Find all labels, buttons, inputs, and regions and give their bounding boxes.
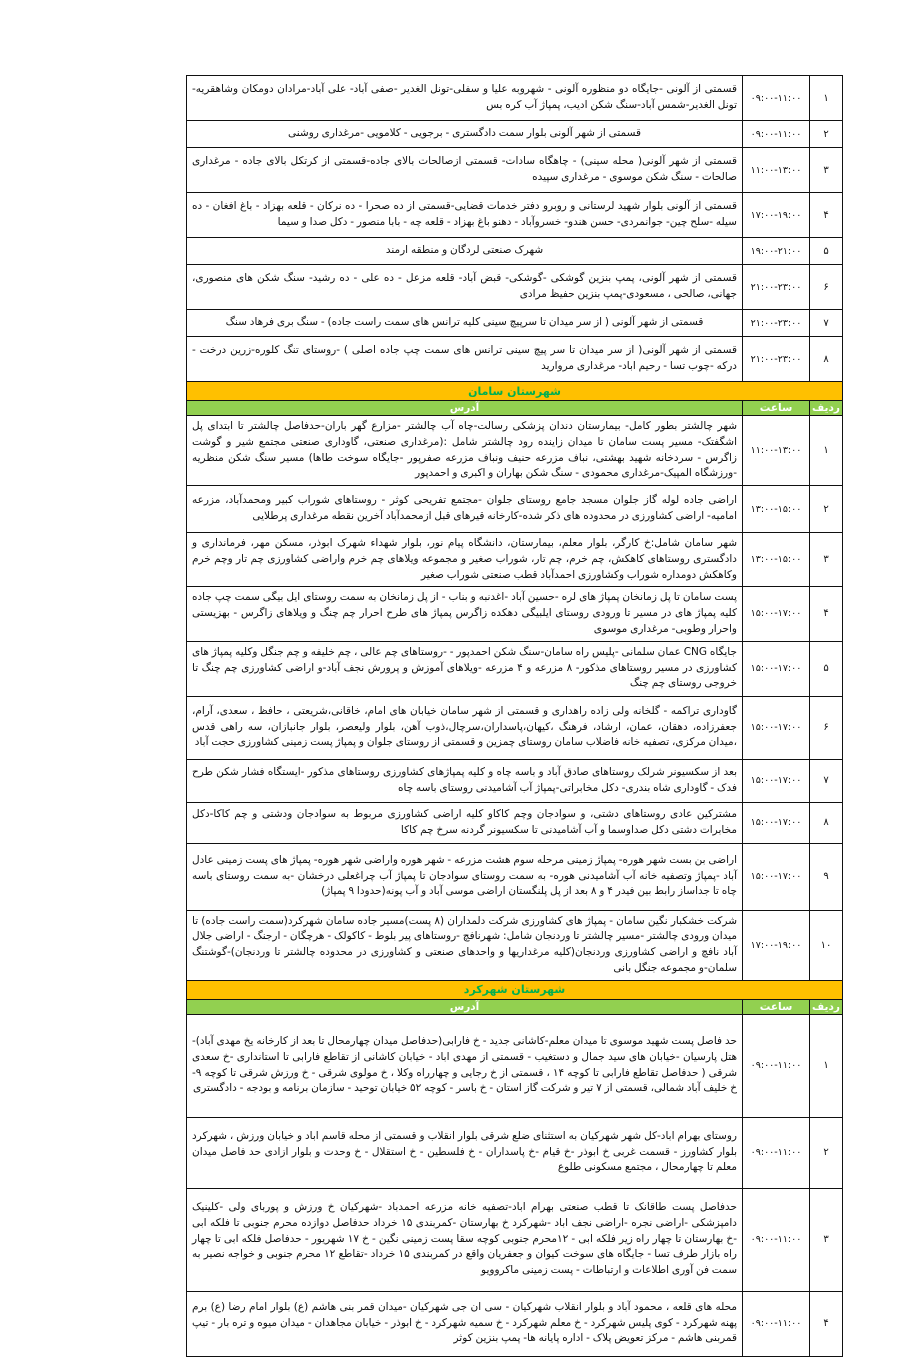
outage-time-cell: ۱۵:۰۰-۱۷:۰۰	[743, 587, 810, 641]
row-index-cell: ۸	[810, 802, 843, 843]
outage-time-cell: ۱۵:۰۰-۱۷:۰۰	[743, 759, 810, 802]
table-row	[187, 1014, 843, 1117]
section-band-row	[187, 980, 843, 999]
table-row	[187, 238, 843, 265]
table-row	[187, 759, 843, 802]
outage-address-cell: قسمتی از شهر آلونی ( از سر میدان تا سرپیچ سینی کلیه ترانس های سمت راست جاده) - سنگ بری فرهاد سنگ	[187, 310, 743, 337]
table-row	[187, 910, 843, 980]
outage-time-cell: ۱۷:۰۰-۱۹:۰۰	[743, 193, 810, 238]
table-row	[187, 802, 843, 843]
section-band-row	[187, 382, 843, 401]
outage-time-cell: ۰۹:۰۰-۱۱:۰۰	[743, 76, 810, 121]
row-index-cell: ۴	[810, 587, 843, 641]
row-index-cell: ۶	[810, 265, 843, 310]
row-index-cell: ۳	[810, 1188, 843, 1291]
row-index-cell: ۱	[810, 1014, 843, 1117]
row-index-cell: ۴	[810, 193, 843, 238]
outage-time-cell: ۱۵:۰۰-۱۷:۰۰	[743, 696, 810, 759]
row-index-cell: ۹	[810, 843, 843, 910]
outage-time-cell: ۰۹:۰۰-۱۱:۰۰	[743, 1188, 810, 1291]
col-header-address: آدرس	[187, 401, 743, 416]
table-row	[187, 337, 843, 382]
outage-address-cell: شرکت خشکبار نگین سامان - پمپاژ های کشاورزی شرکت دلمداران (۸ پست)مسیر جاده سامان شهرکرد(سمت راست جاده) تا میدان ورودی چالشتر -مسیر چالشتر تا وردنجان شامل: شهرنافچ -روستاهای پیر بلوط - کاکولک - هرچگان - ارجنگ - اراضی جلال آباد نافچ و اراضی کشاورزی وردنجان(کلیه مرغداریها و واحدهای صنعتی و کشاورزی در محدوده چالشتر تا وردنجان)-گوشتنگ سلمان-و مجموعه جنگل بانی	[187, 910, 743, 980]
table-row	[187, 76, 843, 121]
table-row	[187, 265, 843, 310]
row-index-cell: ۶	[810, 696, 843, 759]
outage-address-cell: مشترکین عادی روستاهای دشتی، و سوادجان وچم کاکاو کلیه اراضی کشاورزی مربوط به سوادجان ودشتی و چم کاکا-دکل مخابرات دشتی دکل صداوسما و آب آشامیدنی تا سکسیونر گردنه سرخ چم کاکا	[187, 802, 743, 843]
table-row	[187, 641, 843, 696]
table-row	[187, 121, 843, 148]
row-index-cell: ۴	[810, 1291, 843, 1356]
row-index-cell: ۱۰	[810, 910, 843, 980]
row-index-cell: ۵	[810, 641, 843, 696]
outage-time-cell: ۰۹:۰۰-۱۱:۰۰	[743, 121, 810, 148]
outage-table	[186, 75, 843, 1357]
outage-time-cell: ۱۱:۰۰-۱۳:۰۰	[743, 416, 810, 486]
table-row	[187, 696, 843, 759]
row-index-cell: ۲	[810, 1117, 843, 1188]
outage-time-cell: ۱۱:۰۰-۱۳:۰۰	[743, 148, 810, 193]
outage-address-cell: بعد از سکسیونر شرلک روستاهای صادق آباد و باسه چاه و کلیه پمپاژهای کشاورزی روستاهای مذکور -ایستگاه فشار شکن طرح فدک - گاوداری شاه بندری- دکل مخابراتی-پمپاژ آب آشامیدنی روستای باسه چاه	[187, 759, 743, 802]
outage-address-cell: حد فاصل پست شهید موسوی تا میدان معلم-کاشانی جدید - خ فارابی(حدفاصل میدان چهارمحال تا بعد از کارخانه یخ مهدی آباد)-هتل پارسیان -خیابان های سید جمال و دستغیب - قسمتی از مهدی اباد - خیابان کاشانی از تقاطع فارابی تا استانداری -خ سعدی شرقی ( حدفاصل تقاطع فارابی تا کوچه ۱۴ ، قسمتی از خ رجایی و چهارراه وکلا ، خ مولوی شرقی - خ ورزش شرقی تا کوچه ۹- خ خلیف آباد شمالی، قسمتی از ۷ تیر و شرکت گاز استان - خ باسر - کوچه ۵۲ خیابان توحید - سازمان برنامه و بودجه - دادگستری	[187, 1014, 743, 1117]
row-index-cell: ۵	[810, 238, 843, 265]
table-row	[187, 1188, 843, 1291]
row-index-cell: ۳	[810, 533, 843, 587]
outage-time-cell: ۱۳:۰۰-۱۵:۰۰	[743, 533, 810, 587]
outage-schedule-document	[186, 75, 843, 1357]
column-header-row	[187, 999, 843, 1014]
table-row	[187, 193, 843, 238]
table-row	[187, 843, 843, 910]
outage-address-cell: روستای بهرام اباد-کل شهر شهرکیان به استثنای ضلع شرقی بلوار انقلاب و قسمتی از محله قاسم اباد و خیابان ورزش ، شهرکرد بلوار کشاورز - قسمت غربی خ ابوذر -خ قیام -خ پاسداران - خ فلسطین - خ استقلال - خ وحدت و بلوار ازادی حد فاصل میدان معلم تا چهارمحال ، مجتمع مسکونی طلوع	[187, 1117, 743, 1188]
table-row	[187, 1117, 843, 1188]
outage-address-cell: اراضی جاده لوله گاز جلوان مسجد جامع روستای جلوان -مجتمع تفریحی کوثر - روستاهای شوراب کبیر ومحمدآباد، مزرعه امامیه- اراضی کشاورزی در محدوده های ذکر شده-کارخانه قیرهای قبل ازمحمدآباد آخرین نقطه مرغداری پرطلایی	[187, 486, 743, 533]
col-header-address: آدرس	[187, 999, 743, 1014]
outage-time-cell: ۲۱:۰۰-۲۳:۰۰	[743, 337, 810, 382]
outage-time-cell: ۱۹:۰۰-۲۱:۰۰	[743, 238, 810, 265]
outage-address-cell: شهرک صنعتی لردگان و منطقه ارمند	[187, 238, 743, 265]
outage-time-cell: ۰۹:۰۰-۱۱:۰۰	[743, 1117, 810, 1188]
outage-address-cell: شهر چالشتر بطور کامل- بیمارستان دندان پزشکی رسالت-چاه آب چالشتر -مزارع گهر باران-حدفاصل چالشتر تا ابتدای پل اشگفتک- مسیر پست سامان تا میدان زاینده رود چالشتر شامل :(مرغداری صنعتی، گاوداری صنعتی مجتمع شیر و گوشت زاگرس - سردخانه شهید بهشتی، نباف مزرعه حنیف ونباف مزرعه صفرپور -جایگاه سوخت طاها) مسیر سنگ شکن منظریه -ورزشگاه المپیک-مرغداری محمودی - سنگ شکن بهاران و اکبری و احمدپور	[187, 416, 743, 486]
outage-time-cell: ۱۷:۰۰-۱۹:۰۰	[743, 910, 810, 980]
outage-time-cell: ۲۱:۰۰-۲۳:۰۰	[743, 265, 810, 310]
row-index-cell: ۲	[810, 121, 843, 148]
section-title: شهرستان شهرکرد	[187, 980, 843, 999]
table-row	[187, 533, 843, 587]
outage-time-cell: ۲۱:۰۰-۲۳:۰۰	[743, 310, 810, 337]
table-row	[187, 148, 843, 193]
table-row	[187, 310, 843, 337]
col-header-time: ساعت	[743, 999, 810, 1014]
section-title: شهرستان سامان	[187, 382, 843, 401]
outage-time-cell: ۱۵:۰۰-۱۷:۰۰	[743, 641, 810, 696]
outage-address-cell: قسمتی از آلونی بلوار شهید لرستانی و روبرو دفتر خدمات قضایی-قسمتی از ده صحرا - ده نرکان - قلعه بهزاد - باغ افغان - ده سیله -سلح چین- جوانمردی- حسن هندو- خسروآباد - دهنو باغ بهزاد - قلعه چه - بابا منصور - دکل صدا و سیما	[187, 193, 743, 238]
outage-address-cell: پست سامان تا پل زمانخان پمپاژ های لره -حسین آباد -اغدنبه و بناب - از پل زمانخان به سمت روستای ایل بیگی سمت چپ جاده کلیه پمپاژ های در مسیر تا ورودی روستای ایلبیگی دهکده زاگرس پمپاژ های طرح احرار چم چنگ و ویلاهای زاگرس - بهزیستی واحرار وطوبی- مرغداری موسوی	[187, 587, 743, 641]
row-index-cell: ۱	[810, 76, 843, 121]
row-index-cell: ۱	[810, 416, 843, 486]
outage-address-cell: قسمتی از شهر آلونی( از سر میدان تا سر پیچ سینی ترانس های سمت چپ جاده اصلی ) -روستای تنگ کلوره-زرین درخت - درکه -چوب تسا - رحیم اباد- مرغداری مروارید	[187, 337, 743, 382]
outage-time-cell: ۰۹:۰۰-۱۱:۰۰	[743, 1014, 810, 1117]
outage-time-cell: ۱۵:۰۰-۱۷:۰۰	[743, 843, 810, 910]
row-index-cell: ۸	[810, 337, 843, 382]
outage-address-cell: شهر سامان شامل:خ کارگر، بلوار معلم، بیمارستان، دانشگاه پیام نور، بلوار شهداء شهرک ابوذر، مسکن مهر، فرمانداری و دادگستری روستاهای کاهکش، چم خرم، چم تار، شوراب صغیر و مجموعه ویلاهای چم خرم واراضی کشاورزی چم تار وچم خرم وکاهکش دومداره شوراب وکشاورزی احمدآباد قطب صنعتی شوراب صغیر	[187, 533, 743, 587]
table-row	[187, 486, 843, 533]
outage-table-body	[187, 76, 843, 1357]
table-row	[187, 587, 843, 641]
outage-time-cell: ۱۵:۰۰-۱۷:۰۰	[743, 802, 810, 843]
outage-address-cell: قسمتی از شهر آلونی( محله سینی) - چاهگاه سادات- قسمتی ازصالحات بالای جاده-قسمتی از کرتکل بالای جاده - مرغداری صالحات - سنگ شکن موسوی - مرغداری سپیده	[187, 148, 743, 193]
outage-address-cell: گاوداری تراکمه - گلخانه ولی زاده راهداری و قسمتی از شهر سامان خیابان های امام، خاقانی،شریعتی ، حافظ ، سعدی، آرام، جعفرزاده، دهقان، عمان، ارشاد، فرهنگ ،کیهان،پاسداران،سرچال،ذوب آهن، بلوار ولیعصر، بلوار جانبازان، سه راهی قدس ،میدان مرکزی، تصفیه خانه فاضلاب سامان روستای چمزین و قسمتی از روستای جلوان و پمپاژ پست زمینی کشاورزی حجت آباد	[187, 696, 743, 759]
row-index-cell: ۷	[810, 759, 843, 802]
outage-address-cell: محله های قلعه ، محمود آباد و بلوار انقلاب شهرکیان - سی ان جی شهرکیان -میدان قمر بنی هاشم (ع) بلوار امام رضا (ع) برم پهنه شهرکرد - کوی پلیس شهرکرد - خ معلم شهرکرد - خ سمیه شهرکرد - خ ابوذر - خیابان مجاهدان - میدان میوه و تره بار - تیپ قمربنی هاشم - مرکز تعویض پلاک - اداره پایانه ها- پمپ بنزین کوثر	[187, 1291, 743, 1356]
row-index-cell: ۲	[810, 486, 843, 533]
row-index-cell: ۳	[810, 148, 843, 193]
outage-address-cell: قسمتی از شهر آلونی بلوار سمت دادگستری - برجویی - کلامویی -مرغداری روشنی	[187, 121, 743, 148]
outage-time-cell: ۱۳:۰۰-۱۵:۰۰	[743, 486, 810, 533]
table-row	[187, 416, 843, 486]
outage-address-cell: حدفاصل پست طاقانک تا قطب صنعتی بهرام اباد-تصفیه خانه مزرعه احمدباد -شهرکیان خ ورزش و پوربای ولی -کلینیک دامپزشکی -اراضی نجره -اراضی نجف اباد -شهرکرد خ بهارستان -کمربندی ۱۵ خرداد حدفاصل دوازده محرم جنوبی تا فلکه ابی -خ بهارستان تا چهار راه زیر فلکه ابی - ۱۲محرم جنوبی کوچه سقا پست زمینی نگین - خ ۱۷ شهریور - حدفاصل فلکه ابی تا چهار راه بازار طرف تسا - جایگاه های سوخت کیوان و جعفریان واقع در کمربندی ۱۵ خرداد -تقاطع ۱۲ محرم جنوبی و خواجه نصیر به سمت فن آوری اطلاعات و ارتباطات - پست زمینی ماکروویو	[187, 1188, 743, 1291]
outage-address-cell: قسمتی از شهر آلونی، پمپ بنزین گوشکی -گوشکی- قبض آباد- قلعه مزعل - ده علی - ده رشید- سنگ شکن های منصوری، جهانی، صالحی ، مسعودی-پمپ بنزین حفیظ مرادی	[187, 265, 743, 310]
outage-address-cell: اراضی بن بست شهر هوره- پمپاژ زمینی مرحله سوم هشت مزرعه - شهر هوره واراضی شهر هوره- پمپاژ های پست زمینی عادل آباد -پمپاژ وتصفیه خانه آب آشامیدنی هوره- به سمت روستای سوادجان تا پمپاژ آب چراغعلی درخشان -به سمت روستای باسه چاه تا جداساز رابط بین فیدر ۴ و ۸ بعد از پل پلنگستان اراضی موسی آباد و آب پونه(حدودا ۹ پمپاژ)	[187, 843, 743, 910]
outage-address-cell: جایگاه CNG عمان سلمانی -پلیس راه سامان-سنگ شکن احمدپور - -روستاهای چم عالی ، چم خلیفه و چم جنگل وکلیه پمپاژ های کشاورزی در مسیر روستاهای مذکور- ۸ مزرعه و ۴ مزرعه -ویلاهای آموزش و پرورش نجف آباد-و اراضی کشاورزی چم چنگ تا خروجی روستای چم چنگ	[187, 641, 743, 696]
column-header-row	[187, 401, 843, 416]
table-row	[187, 1291, 843, 1356]
col-header-index: ردیف	[810, 401, 843, 416]
col-header-index: ردیف	[810, 999, 843, 1014]
outage-address-cell: قسمتی از آلونی -جایگاه دو منظوره آلونی - شهروبه علیا و سفلی-تونل الغدیر -صفی آباد- علی آباد-مرادان دومکان وشاهقریه-تونل الغدیر-شمس آباد-سنگ شکن ادیب، پمپاژ آب کره بس	[187, 76, 743, 121]
col-header-time: ساعت	[743, 401, 810, 416]
outage-time-cell: ۰۹:۰۰-۱۱:۰۰	[743, 1291, 810, 1356]
row-index-cell: ۷	[810, 310, 843, 337]
